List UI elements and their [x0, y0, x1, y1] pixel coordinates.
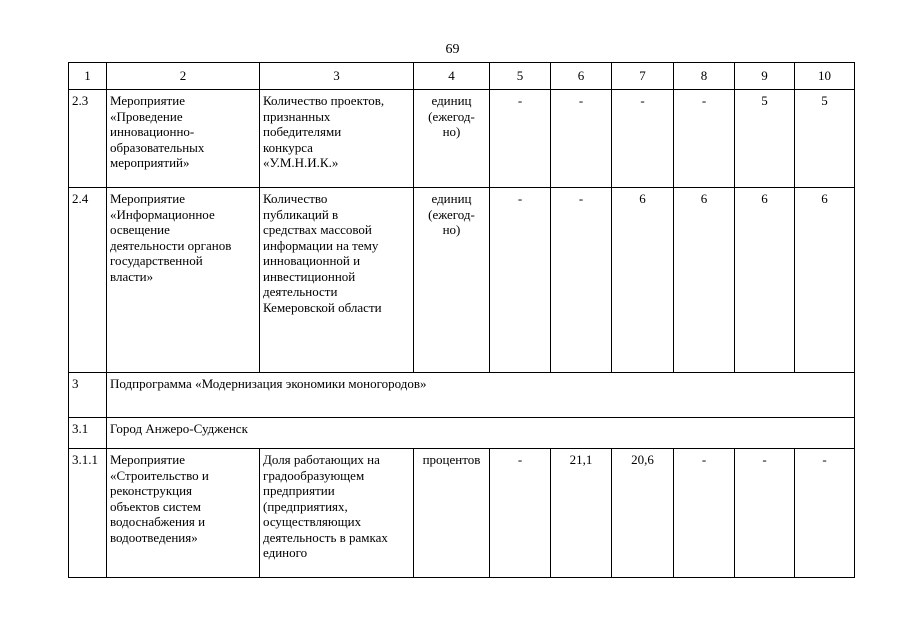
value-cell: 5 [735, 90, 795, 188]
section-title: Город Анжеро-Судженск [107, 418, 855, 449]
column-header: 1 [69, 63, 107, 90]
value-cell: 6 [612, 188, 674, 373]
row-code: 3 [69, 373, 107, 418]
value-cell: - [612, 90, 674, 188]
value-cell: - [795, 449, 855, 578]
event-cell: Мероприятие «Строительство и реконструкция объектов систем водоснабжения и водоотведения» [107, 449, 260, 578]
indicators-table [68, 62, 855, 578]
column-header: 9 [735, 63, 795, 90]
event-cell: Мероприятие «Информационное освещение деятельности органов государственной власти» [107, 188, 260, 373]
unit-cell: единиц (ежегод- но) [414, 188, 490, 373]
value-cell: 6 [674, 188, 735, 373]
value-cell: - [551, 90, 612, 188]
column-header: 4 [414, 63, 490, 90]
value-cell: 21,1 [551, 449, 612, 578]
value-cell: - [674, 449, 735, 578]
value-cell: 6 [795, 188, 855, 373]
column-header: 5 [490, 63, 551, 90]
table-row [69, 449, 855, 578]
row-code: 3.1.1 [69, 449, 107, 578]
unit-cell: единиц (ежегод- но) [414, 90, 490, 188]
page-number: 69 [445, 42, 460, 57]
section-title: Подпрограмма «Модернизация экономики моногородов» [107, 373, 855, 418]
row-code: 2.4 [69, 188, 107, 373]
value-cell: 5 [795, 90, 855, 188]
indicator-cell: Доля работающих на градообразующем предприятии (предприятиях, осуществляющих деятельность в рамках единого [260, 449, 414, 578]
section-row [69, 373, 855, 418]
value-cell: - [490, 90, 551, 188]
table-header-row [69, 63, 855, 90]
indicator-cell: Количество проектов, признанных победителями конкурса «У.М.Н.И.К.» [260, 90, 414, 188]
column-header: 7 [612, 63, 674, 90]
value-cell: - [551, 188, 612, 373]
value-cell: - [490, 188, 551, 373]
value-cell: - [490, 449, 551, 578]
column-header: 2 [107, 63, 260, 90]
value-cell: - [735, 449, 795, 578]
value-cell: 20,6 [612, 449, 674, 578]
column-header: 8 [674, 63, 735, 90]
value-cell: 6 [735, 188, 795, 373]
column-header: 10 [795, 63, 855, 90]
unit-cell: процентов [414, 449, 490, 578]
row-code: 3.1 [69, 418, 107, 449]
indicator-cell: Количество публикаций в средствах массовой информации на тему инновационной и инвестиционной деятельности Кемеровской области [260, 188, 414, 373]
table-row [69, 188, 855, 373]
value-cell: - [674, 90, 735, 188]
column-header: 6 [551, 63, 612, 90]
row-code: 2.3 [69, 90, 107, 188]
table-row [69, 90, 855, 188]
column-header: 3 [260, 63, 414, 90]
section-row [69, 418, 855, 449]
event-cell: Мероприятие «Проведение инновационно- образовательных мероприятий» [107, 90, 260, 188]
